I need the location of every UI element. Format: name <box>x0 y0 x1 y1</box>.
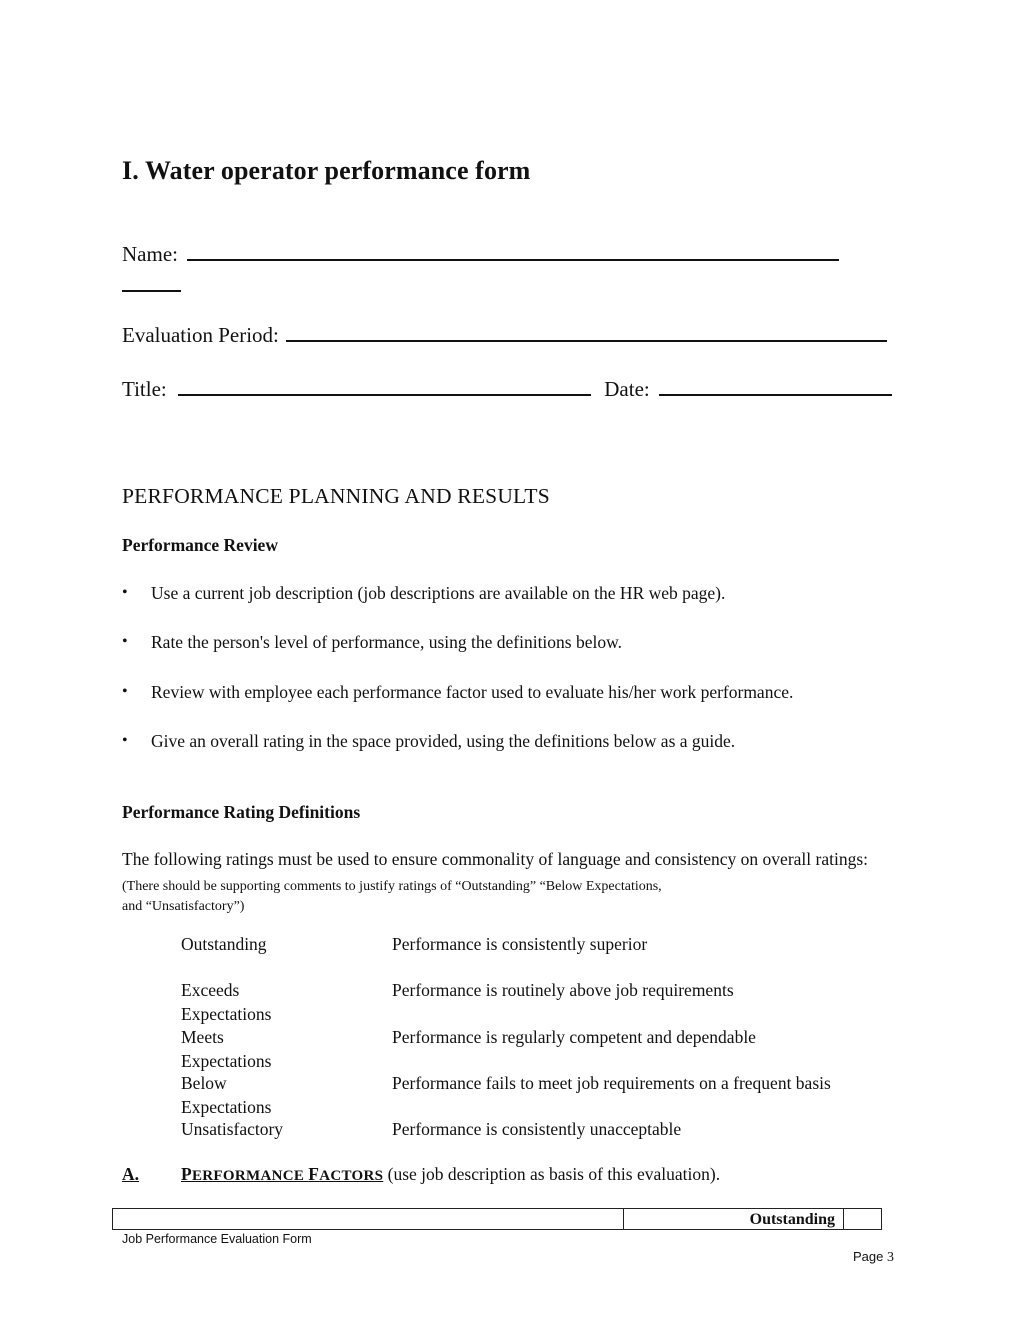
section-heading: PERFORMANCE PLANNING AND RESULTS <box>122 484 550 508</box>
date-input-line[interactable] <box>659 394 892 396</box>
rating-description: Performance is regularly competent and dependable <box>392 1026 756 1047</box>
performance-factors-heading <box>122 1164 720 1185</box>
rating-definitions-intro <box>122 848 902 916</box>
bullet-icon: • <box>122 731 128 749</box>
list-item: • Use a current job description (job descriptions are available on the HR web page). <box>122 580 793 629</box>
factors-title: PERFORMANCE FACTORS <box>181 1164 384 1184</box>
name-label: Name: <box>122 242 178 266</box>
evaluation-period-row <box>122 323 887 348</box>
rating-table-header <box>112 1208 882 1230</box>
list-item: • Review with employee each performance factor used to evaluate his/her work performance. <box>122 679 793 728</box>
title-date-row <box>122 377 892 402</box>
intro-note: (There should be supporting comments to justify ratings of “Outstanding” “Below Expectations, <box>122 879 662 894</box>
evaluation-period-label: Evaluation Period: <box>122 323 279 347</box>
page-title: I. Water operator performance form <box>122 156 531 185</box>
page-number: 3 <box>887 1250 894 1265</box>
factor-cell <box>113 1209 624 1229</box>
rating-description: Performance is consistently superior <box>392 934 648 954</box>
rating-term: Meets Expectations <box>181 1026 272 1071</box>
title-input-line[interactable] <box>178 394 591 396</box>
rating-definitions-heading: Performance Rating Definitions <box>122 802 361 822</box>
rating-label-cell: Outstanding <box>623 1209 844 1229</box>
performance-review-heading: Performance Review <box>122 535 278 555</box>
footer-form-name: Job Performance Evaluation Form <box>122 1232 312 1246</box>
rating-term: Unsatisfactory <box>181 1119 284 1140</box>
name-input-line-continued[interactable] <box>122 290 181 292</box>
review-instructions-list <box>122 580 793 777</box>
section-letter: A. <box>122 1164 140 1184</box>
rating-term: Outstanding <box>181 934 267 954</box>
intro-note-continued: and “Unsatisfactory”) <box>122 899 245 914</box>
title-label: Title: <box>122 377 167 401</box>
bullet-icon: • <box>122 633 128 651</box>
date-label: Date: <box>604 377 650 401</box>
list-item: • Give an overall rating in the space provided, using the definitions below as a guide. <box>122 728 793 777</box>
rating-term: Exceeds Expectations <box>181 980 272 1025</box>
evaluation-period-input-line[interactable] <box>286 340 887 342</box>
list-item: • Rate the person's level of performance, using the definitions below. <box>122 629 793 678</box>
bullet-icon: • <box>122 682 128 700</box>
factors-note: (use job description as basis of this evaluation). <box>383 1164 721 1184</box>
bullet-icon: • <box>122 584 128 601</box>
name-field-row <box>122 242 839 267</box>
rating-description: Performance is consistently unacceptable <box>392 1119 682 1140</box>
rating-description: Performance fails to meet job requirements on a frequent basis <box>392 1072 831 1093</box>
footer-page-number <box>853 1249 894 1266</box>
rating-description: Performance is routinely above job requirements <box>392 980 734 1001</box>
page-label: Page <box>853 1249 884 1264</box>
intro-text: The following ratings must be used to ensure commonality of language and consistency on overall ratings: <box>122 849 869 869</box>
name-input-line[interactable] <box>187 259 839 261</box>
rating-term: Below Expectations <box>181 1072 272 1117</box>
